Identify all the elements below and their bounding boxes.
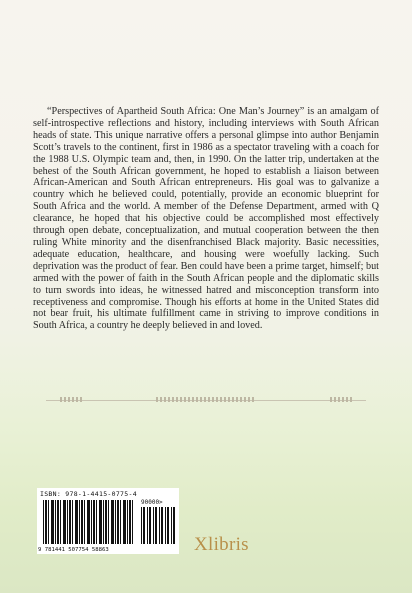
divider-ornament-center (156, 397, 256, 402)
isbn-number: ISBN: 978-1-4415-0775-4 (40, 490, 137, 498)
price-addon-code: 90000> (141, 499, 163, 506)
barcode-addon-bars (141, 507, 175, 544)
barcode-bars (43, 500, 135, 544)
isbn-barcode (37, 488, 179, 554)
publisher-logo: Xlibris (194, 534, 249, 555)
ornamental-divider (46, 396, 366, 404)
book-description: “Perspectives of Apartheid South Africa: One Man’s Journey” is an amalgam of self-introspective reflections and history, including interviews with South African heads of state. This unique narrative offers a personal glimpse into author Benjamin Scott’s travels to the continent, first in 1986 as a spectator traveling with a coach for the 1988 U.S. Olympic team and, then, in 1990. On the latter trip, undertaken at the behest of the South African government, he hoped to establish a liaison between African-American and South African entrepreneurs. His goal was to galvanize a country which he believed could, potentially, provide an economic blueprint for South Africa and the world. A member of the Defense Department, armed with Q clearance, he hoped that his objective could be accomplished most effectively through open debate, conceptualization, and mutual cooperation between the then ruling White minority and the disenfranchised Black majority. Basic necessities, adequate education, healthcare, and housing were woefully lacking. Such deprivation was the product of fear. Ben could have been a prime target, himself; but armed with the power of faith in the South African people and the diplomatic skills to turn swords into ideas, he witnessed hatred and misconception transform into receptiveness and compromise. Though his efforts at home in the United States did not bear fruit, his ultimate fulfillment came in striving to improve conditions in South Africa, a country he deeply believed in and loved. (33, 106, 379, 332)
divider-ornament-left (60, 397, 82, 402)
barcode-digits: 9 781441 507754 58863 (38, 547, 109, 553)
divider-ornament-right (330, 397, 352, 402)
